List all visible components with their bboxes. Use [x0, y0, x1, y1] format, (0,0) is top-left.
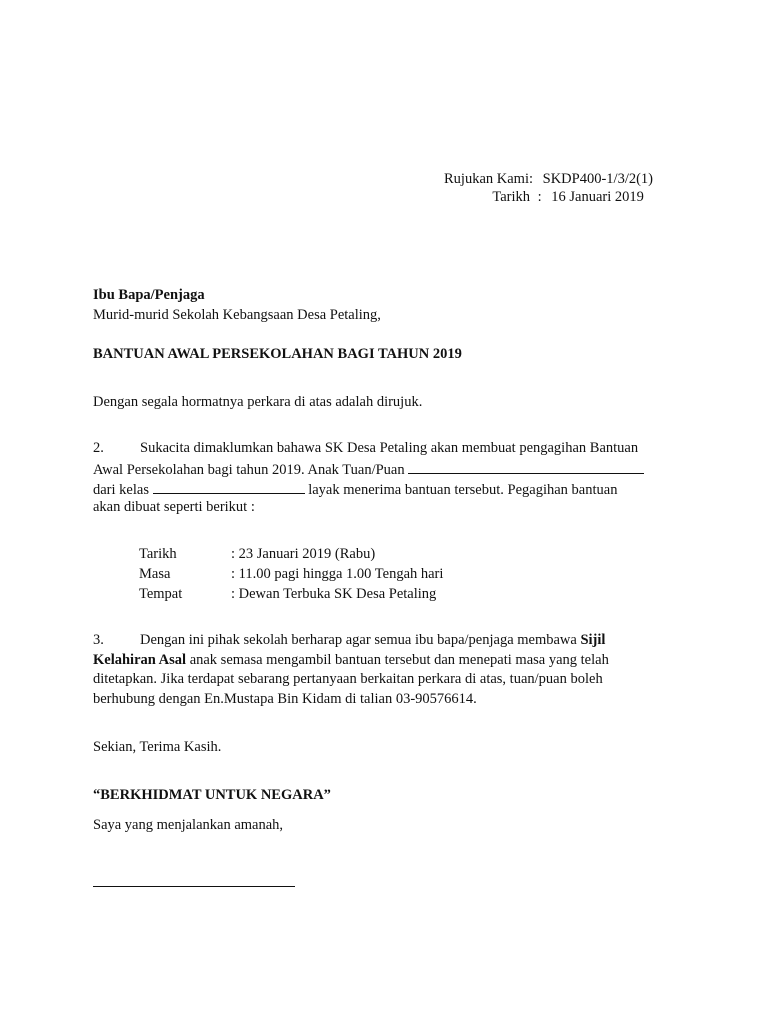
detail-label-date: Tarikh [139, 546, 177, 562]
para3-line1 [93, 630, 605, 650]
recipient-title: Ibu Bapa/Penjaga [93, 287, 205, 303]
motto: “BERKHIDMAT UNTUK NEGARA” [93, 787, 331, 803]
detail-row-place [139, 584, 436, 604]
detail-value-time: : 11.00 pagi hingga 1.00 Tengah hari [231, 566, 444, 582]
para3-line3: ditetapkan. Jika terdapat sebarang pertanyaan berkaitan perkara di atas, tuan/puan boleh [93, 671, 603, 687]
reference-label: Rujukan Kami: [444, 171, 534, 187]
para3-bold-kelahiran: Kelahiran Asal [93, 652, 187, 668]
para2-text-line3-after: layak menerima bantuan tersebut. Pegagihan bantuan [308, 482, 618, 498]
signature-line [93, 886, 295, 887]
date-separator: : [537, 189, 542, 205]
para3-bold-sijil: Sijil [580, 632, 606, 648]
detail-label-place: Tempat [139, 586, 183, 602]
para2-text-line3-before: dari kelas [93, 482, 149, 498]
detail-label-time: Masa [139, 566, 171, 582]
recipient-school: Murid-murid Sekolah Kebangsaan Desa Petaling, [93, 307, 381, 323]
para3-number: 3. [93, 632, 104, 648]
class-blank [153, 478, 305, 494]
date-value: 16 Januari 2019 [551, 189, 644, 205]
para3-line4: berhubung dengan En.Mustapa Bin Kidam di talian 03-90576614. [93, 691, 477, 707]
detail-value-place: : Dewan Terbuka SK Desa Petaling [231, 586, 437, 602]
para3-text-line2: anak semasa mengambil bantuan tersebut dan menepati masa yang telah [189, 652, 609, 668]
para3-line2 [93, 650, 609, 670]
reference-value: SKDP400-1/3/2(1) [542, 171, 654, 187]
reference-row [444, 169, 653, 189]
para2-line4: akan dibuat seperti berikut : [93, 499, 255, 515]
closing-line: Sekian, Terima Kasih. [93, 739, 222, 755]
student-name-blank [408, 458, 644, 474]
para2-line1 [93, 438, 638, 458]
para2-line2 [93, 458, 644, 480]
date-label: Tarikh [492, 189, 530, 205]
letter-subject: BANTUAN AWAL PERSEKOLAHAN BAGI TAHUN 2019 [93, 346, 462, 362]
detail-row-time [139, 564, 443, 584]
detail-row-date [139, 544, 375, 564]
detail-value-date: : 23 Januari 2019 (Rabu) [231, 546, 376, 562]
para2-number: 2. [93, 440, 104, 456]
date-row [444, 187, 644, 207]
para3-text-line1: Dengan ini pihak sekolah berharap agar semua ibu bapa/penjaga membawa [140, 632, 577, 648]
opening-sentence: Dengan segala hormatnya perkara di atas adalah dirujuk. [93, 394, 423, 410]
para2-text-line2: Awal Persekolahan bagi tahun 2019. Anak Tuan/Puan [93, 462, 405, 478]
signoff-line: Saya yang menjalankan amanah, [93, 817, 284, 833]
para2-text-line1: Sukacita dimaklumkan bahawa SK Desa Petaling akan membuat pengagihan Bantuan [140, 440, 639, 456]
